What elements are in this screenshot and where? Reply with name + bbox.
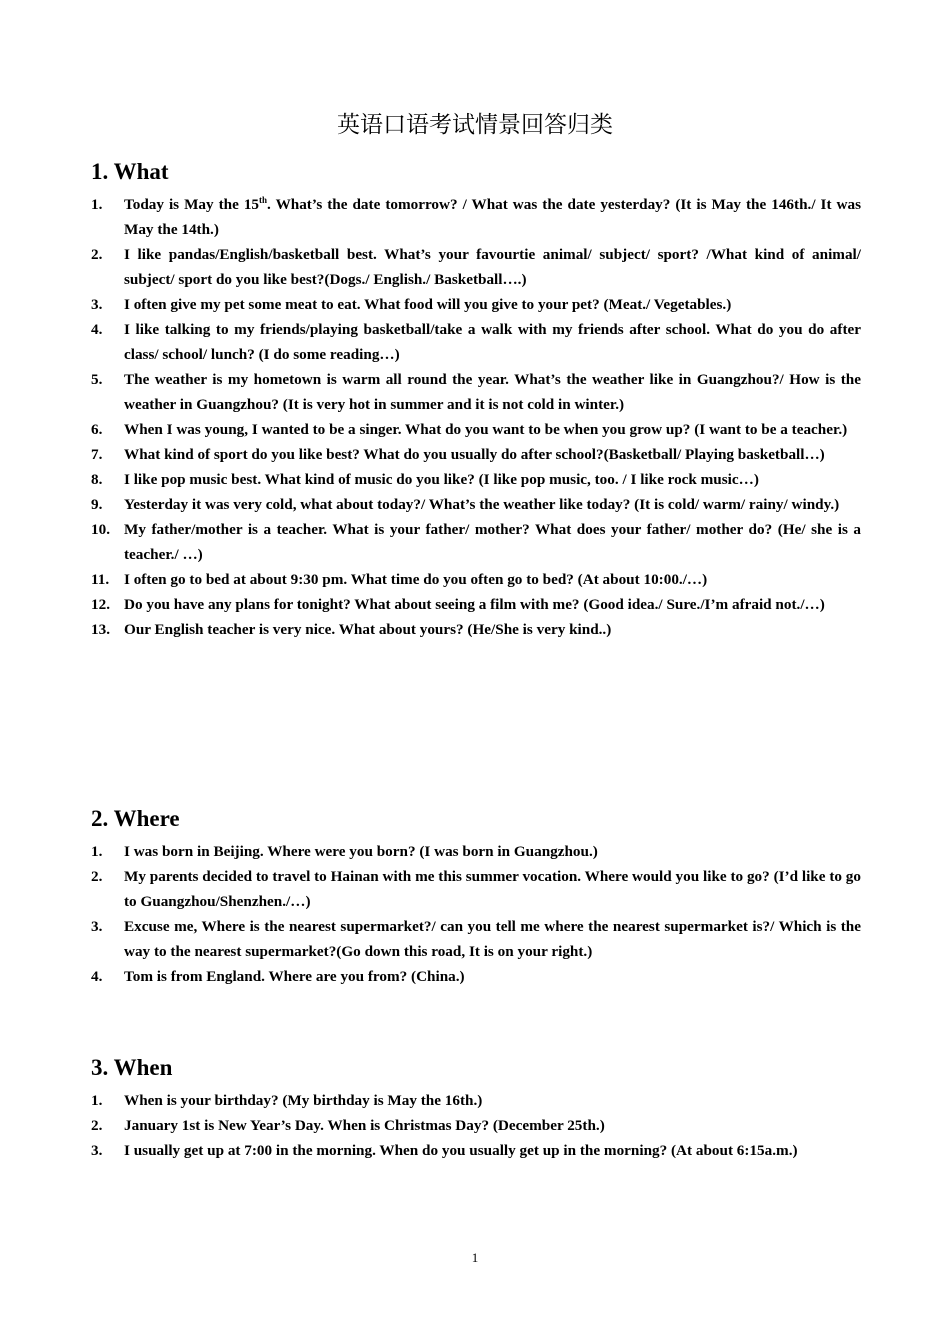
list-item [91,467,861,492]
page-number: 1 [471,1250,479,1265]
list-item [91,914,861,964]
list-item [91,442,861,467]
list-item [91,242,861,292]
item-text: Today is May the 15 [124,196,260,213]
section-heading: 1. What [91,159,169,184]
item-text: My parents decided to travel to Hainan with me this summer vocation. Where would you like to go? (I’d like to go to Guangzhou/Shenzhen./…) [124,868,861,910]
superscript: th [259,194,268,205]
item-number: 6. [91,421,103,438]
item-number: 1. [91,196,103,213]
item-text: . What’s the date tomorrow? / What was the date yesterday? (It is May the 146th./ It was May the 14th.) [124,196,861,238]
section-when [91,1054,861,1163]
section-what [91,158,861,642]
list-item [91,492,861,517]
list-item [91,192,861,242]
question-list [91,1088,861,1163]
item-number: 4. [91,321,103,338]
item-text: Tom is from England. Where are you from? (China.) [124,968,465,985]
item-number: 8. [91,471,103,488]
item-number: 9. [91,496,103,513]
question-list [91,192,861,642]
item-text: I often give my pet some meat to eat. What food will you give to your pet? (Meat./ Vegetables.) [124,296,732,313]
list-item [91,964,861,989]
item-text: When is your birthday? (My birthday is May the 16th.) [124,1092,483,1109]
list-item [91,517,861,567]
item-text: I usually get up at 7:00 in the morning. When do you usually get up in the morning? (At about 6:15a.m.) [124,1142,798,1159]
item-text: What kind of sport do you like best? What do you usually do after school?(Basketball/ Playing basketball…) [124,446,825,463]
question-list [91,839,861,989]
item-text: When I was young, I wanted to be a singer. What do you want to be when you grow up? (I want to be a teacher.) [124,421,848,438]
item-number: 2. [91,868,103,885]
list-item [91,1138,861,1163]
list-item [91,292,861,317]
item-text: I often go to bed at about 9:30 pm. What time do you often go to bed? (At about 10:00./…) [124,571,708,588]
item-text: Yesterday it was very cold, what about today?/ What’s the weather like today? (It is cold/ warm/ rainy/ windy.) [124,496,840,513]
list-item [91,417,861,442]
item-number: 12. [91,596,110,613]
item-text: I like pop music best. What kind of music do you like? (I like pop music, too. / I like rock music…) [124,471,759,488]
list-item [91,617,861,642]
list-item [91,1113,861,1138]
item-number: 11. [91,571,110,588]
item-number: 10. [91,521,110,538]
item-text: Our English teacher is very nice. What about yours? (He/She is very kind..) [124,621,612,638]
item-number: 13. [91,621,110,638]
item-text: I like talking to my friends/playing basketball/take a walk with my friends after school. What do you do after class/ school/ lunch? (I do some reading…) [124,321,861,363]
item-number: 1. [91,1092,103,1109]
item-number: 3. [91,918,103,935]
item-number: 1. [91,843,103,860]
item-number: 2. [91,1117,103,1134]
item-text: Do you have any plans for tonight? What about seeing a film with me? (Good idea./ Sure./I’m afraid not./…) [124,596,825,613]
section-where [91,805,861,989]
item-number: 4. [91,968,103,985]
list-item [91,864,861,914]
item-number: 3. [91,296,103,313]
list-item [91,317,861,367]
section-heading: 2. Where [91,806,180,831]
list-item [91,1088,861,1113]
item-number: 2. [91,246,103,263]
item-number: 7. [91,446,103,463]
item-number: 5. [91,371,103,388]
list-item [91,567,861,592]
list-item [91,839,861,864]
list-item [91,367,861,417]
list-item [91,592,861,617]
item-text: January 1st is New Year’s Day. When is Christmas Day? (December 25th.) [124,1117,605,1134]
item-text: My father/mother is a teacher. What is your father/ mother? What does your father/ mother do? (He/ she is a teacher./ …) [124,521,861,563]
item-text: The weather is my hometown is warm all round the year. What’s the weather like in Guangzhou?/ How is the weather in Guangzhou? (It is very hot in summer and it is not cold in winter.) [124,371,861,413]
section-heading: 3. When [91,1055,173,1080]
item-text: I like pandas/English/basketball best. What’s your favourtie animal/ subject/ sport? /What kind of animal/ subject/ sport do you like best?(Dogs./ English./ Basketball….) [124,246,861,288]
item-text: I was born in Beijing. Where were you born? (I was born in Guangzhou.) [124,843,598,860]
item-number: 3. [91,1142,103,1159]
item-text: Excuse me, Where is the nearest supermarket?/ can you tell me where the nearest supermarket is?/ Which is the way to the nearest supermarket?(Go down this road, It is on your right.) [124,918,861,960]
document-title: 英语口语考试情景回答归类 [337,112,613,138]
